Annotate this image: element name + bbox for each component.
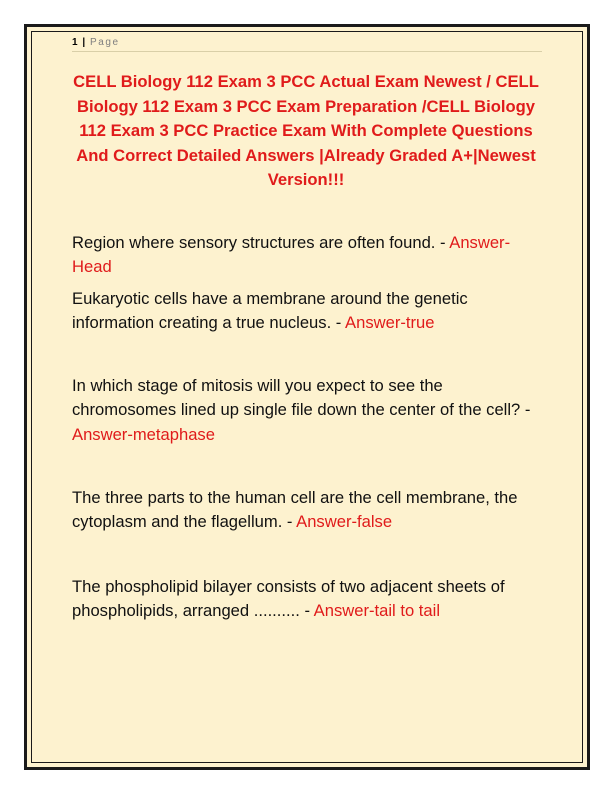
answer-text: Answer-metaphase (72, 424, 215, 444)
answer-text: Answer-tail to tail (313, 601, 441, 621)
page-header (72, 36, 542, 52)
qa-item-5 (72, 575, 542, 624)
page-number: 1 (72, 37, 78, 48)
qa-item-2 (72, 287, 542, 336)
question-text: The three parts to the human cell are the cell membrane, the cytoplasm and the flagellum. - (72, 488, 518, 532)
page-word: Page (89, 37, 120, 48)
question-text: The phospholipid bilayer consists of two adjacent sheets of phospholipids, arranged .......... - (72, 577, 505, 621)
answer-text: Answer-false (296, 512, 393, 532)
qa-item-3 (72, 374, 542, 447)
answer-text: Answer-Head (72, 233, 511, 277)
question-text: In which stage of mitosis will you expect to see the chromosomes lined up single file down the center of the cell? - (72, 376, 531, 420)
page-header-separator: | (82, 37, 86, 48)
question-text: Eukaryotic cells have a membrane around the genetic information creating a true nucleus. - (72, 289, 468, 333)
document-title: CELL Biology 112 Exam 3 PCC Actual Exam Newest / CELL Biology 112 Exam 3 PCC Exam Preparation /CELL Biology 112 Exam 3 PCC Practice Exam With Complete Questions And Correct Detailed Answers |Already Graded A+|Newest Version!!! (73, 72, 539, 189)
question-text: Region where sensory structures are often found. - (72, 233, 450, 252)
qa-item-1 (72, 231, 542, 280)
answer-text: Answer-true (345, 313, 435, 333)
qa-item-4 (72, 486, 542, 535)
